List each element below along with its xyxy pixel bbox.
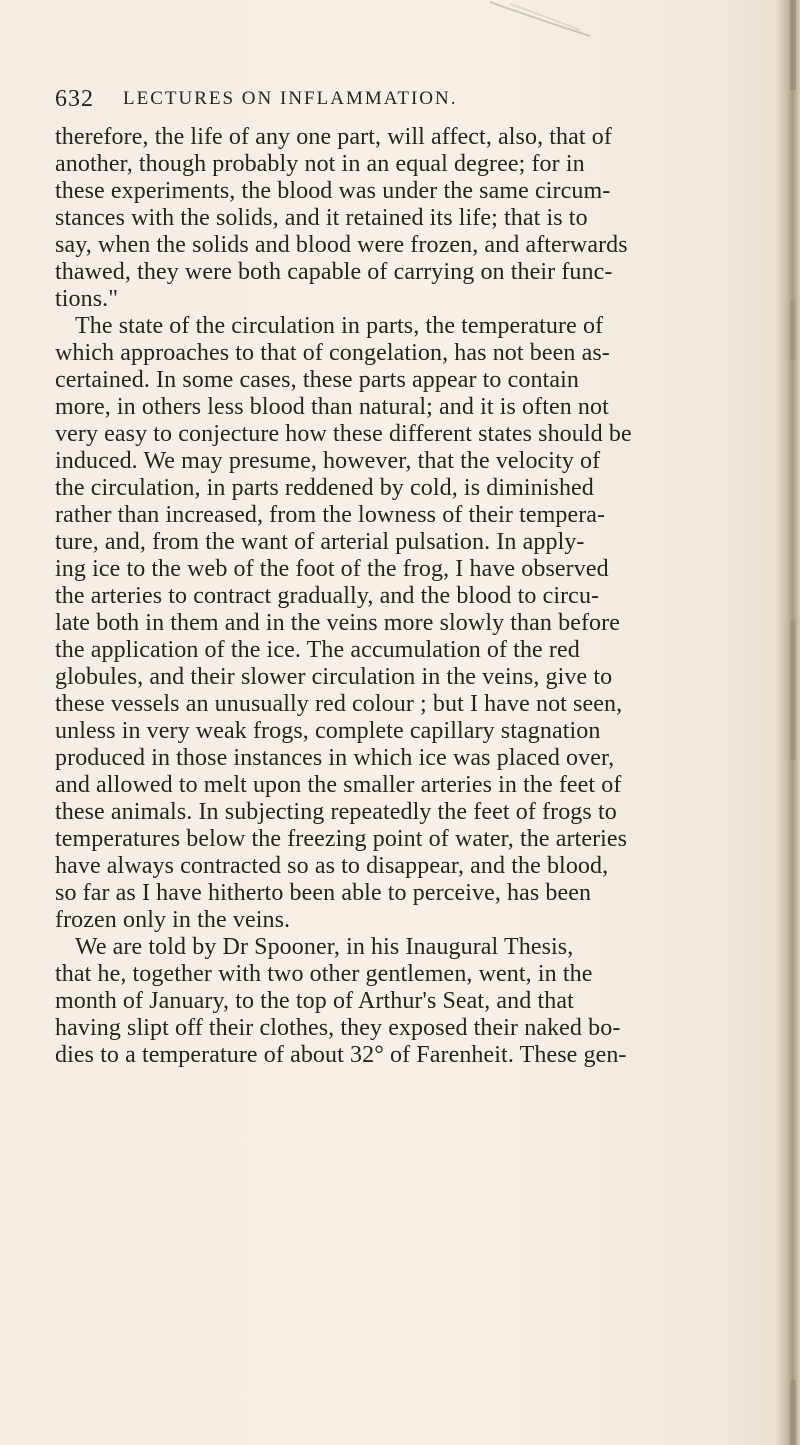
text-line: tions." <box>55 286 119 312</box>
text-line: late both in them and in the veins more slowly than before <box>55 610 620 636</box>
text-line: certained. In some cases, these parts appear to contain <box>55 367 579 393</box>
body-text <box>55 124 755 1069</box>
text-line: these vessels an unusually red colour ; but I have not seen, <box>55 691 623 717</box>
text-line: so far as I have hitherto been able to perceive, has been <box>55 880 592 906</box>
text-line: the circulation, in parts reddened by cold, is diminished <box>55 475 594 501</box>
text-line: dies to a temperature of about 32° of Farenheit. These gen- <box>55 1042 627 1068</box>
text-line: therefore, the life of any one part, will affect, also, that of <box>55 124 612 150</box>
text-line: more, in others less blood than natural; and it is often not <box>55 394 609 420</box>
page-fold-mark <box>480 0 600 40</box>
text-line: The state of the circulation in parts, the temperature of <box>75 313 604 339</box>
text-line: and allowed to melt upon the smaller arteries in the feet of <box>55 772 622 798</box>
text-line: globules, and their slower circulation in the veins, give to <box>55 664 613 690</box>
page-header <box>55 86 755 114</box>
text-line: the arteries to contract gradually, and the blood to circu- <box>55 583 600 609</box>
text-line: very easy to conjecture how these different states should be <box>55 421 632 447</box>
page-number: 632 <box>55 86 94 112</box>
text-line: induced. We may presume, however, that the velocity of <box>55 448 601 474</box>
text-line: have always contracted so as to disappear, and the blood, <box>55 853 609 879</box>
text-line: say, when the solids and blood were frozen, and afterwards <box>55 232 628 258</box>
text-line: these animals. In subjecting repeatedly the feet of frogs to <box>55 799 617 825</box>
text-line: which approaches to that of congelation, has not been as- <box>55 340 610 366</box>
text-line: the application of the ice. The accumulation of the red <box>55 637 580 663</box>
text-line: ing ice to the web of the foot of the frog, I have observed <box>55 556 609 582</box>
page-edge-shadow <box>776 0 800 1445</box>
text-line: ture, and, from the want of arterial pulsation. In apply- <box>55 529 585 555</box>
text-line: stances with the solids, and it retained its life; that is to <box>55 205 588 231</box>
text-line: rather than increased, from the lowness of their tempera- <box>55 502 606 528</box>
text-line: produced in those instances in which ice was placed over, <box>55 745 615 771</box>
text-line: these experiments, the blood was under the same circum- <box>55 178 611 204</box>
text-line: having slipt off their clothes, they exposed their naked bo- <box>55 1015 621 1041</box>
text-line: frozen only in the veins. <box>55 907 291 933</box>
text-line: another, though probably not in an equal degree; for in <box>55 151 585 177</box>
text-line: that he, together with two other gentlemen, went, in the <box>55 961 593 987</box>
text-line: thawed, they were both capable of carrying on their func- <box>55 259 613 285</box>
text-line: unless in very weak frogs, complete capillary stagnation <box>55 718 601 744</box>
running-head: LECTURES ON INFLAMMATION. <box>123 88 458 109</box>
text-line: We are told by Dr Spooner, in his Inaugural Thesis, <box>75 934 574 960</box>
text-line: month of January, to the top of Arthur's Seat, and that <box>55 988 574 1014</box>
text-line: temperatures below the freezing point of water, the arteries <box>55 826 628 852</box>
